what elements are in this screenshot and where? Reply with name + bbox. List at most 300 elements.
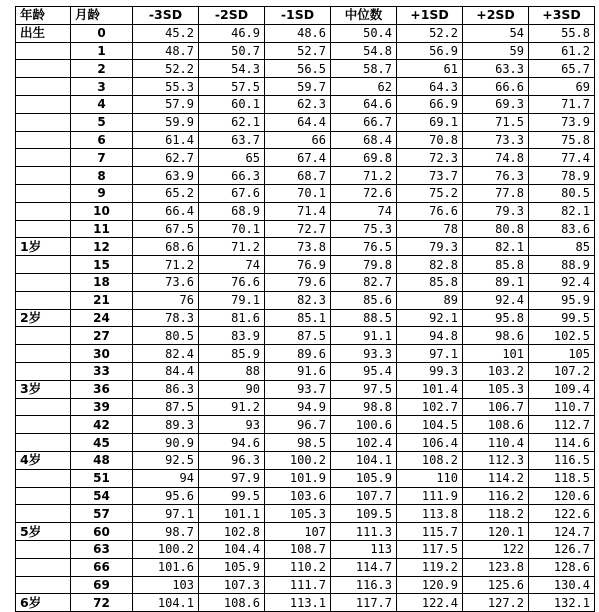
value-cell-plus-1sd: 69.1 — [397, 113, 463, 131]
value-cell-minus-3sd: 55.3 — [133, 78, 199, 96]
month-cell: 15 — [71, 256, 133, 274]
value-cell-minus-1sd: 105.3 — [265, 505, 331, 523]
age-cell — [16, 576, 71, 594]
value-cell-plus-2sd: 98.6 — [463, 327, 529, 345]
age-cell — [16, 42, 71, 60]
value-cell-minus-3sd: 95.6 — [133, 487, 199, 505]
value-cell-minus-1sd: 73.8 — [265, 238, 331, 256]
value-cell-plus-2sd: 80.8 — [463, 220, 529, 238]
value-cell-minus-2sd: 63.7 — [199, 131, 265, 149]
value-cell-minus-1sd: 93.7 — [265, 380, 331, 398]
age-cell — [16, 345, 71, 363]
value-cell-minus-1sd: 110.2 — [265, 558, 331, 576]
value-cell-minus-2sd: 70.1 — [199, 220, 265, 238]
value-cell-median: 88.5 — [331, 309, 397, 327]
value-cell-median: 72.6 — [331, 184, 397, 202]
month-cell: 63 — [71, 540, 133, 558]
value-cell-plus-1sd: 52.2 — [397, 24, 463, 42]
value-cell-median: 64.6 — [331, 95, 397, 113]
value-cell-plus-3sd: 69 — [529, 78, 595, 96]
age-cell — [16, 327, 71, 345]
value-cell-median: 54.8 — [331, 42, 397, 60]
header-row — [16, 7, 595, 25]
value-cell-minus-3sd: 45.2 — [133, 24, 199, 42]
month-cell: 18 — [71, 273, 133, 291]
value-cell-minus-1sd: 48.6 — [265, 24, 331, 42]
age-cell: 1岁 — [16, 238, 71, 256]
month-cell: 2 — [71, 60, 133, 78]
value-cell-minus-3sd: 57.9 — [133, 95, 199, 113]
table-row — [16, 202, 595, 220]
value-cell-plus-3sd: 124.7 — [529, 523, 595, 541]
value-cell-minus-1sd: 85.1 — [265, 309, 331, 327]
value-cell-minus-2sd: 50.7 — [199, 42, 265, 60]
value-cell-minus-2sd: 108.6 — [199, 594, 265, 612]
month-cell: 24 — [71, 309, 133, 327]
value-cell-plus-1sd: 111.9 — [397, 487, 463, 505]
value-cell-minus-3sd: 71.2 — [133, 256, 199, 274]
value-cell-plus-1sd: 85.8 — [397, 273, 463, 291]
value-cell-plus-2sd: 82.1 — [463, 238, 529, 256]
age-cell — [16, 131, 71, 149]
age-cell: 2岁 — [16, 309, 71, 327]
table-row — [16, 60, 595, 78]
header-age: 年龄 — [16, 7, 71, 25]
value-cell-minus-2sd: 107.3 — [199, 576, 265, 594]
value-cell-plus-1sd: 117.5 — [397, 540, 463, 558]
table-row — [16, 558, 595, 576]
value-cell-plus-3sd: 82.1 — [529, 202, 595, 220]
value-cell-minus-3sd: 84.4 — [133, 362, 199, 380]
header-minus-1sd: -1SD — [265, 7, 331, 25]
value-cell-median: 85.6 — [331, 291, 397, 309]
value-cell-median: 50.4 — [331, 24, 397, 42]
value-cell-minus-3sd: 48.7 — [133, 42, 199, 60]
age-cell: 出生 — [16, 24, 71, 42]
table-row — [16, 523, 595, 541]
month-cell: 27 — [71, 327, 133, 345]
value-cell-plus-2sd: 92.4 — [463, 291, 529, 309]
age-cell — [16, 256, 71, 274]
value-cell-minus-1sd: 56.5 — [265, 60, 331, 78]
value-cell-minus-3sd: 67.5 — [133, 220, 199, 238]
value-cell-plus-1sd: 61 — [397, 60, 463, 78]
value-cell-minus-2sd: 102.8 — [199, 523, 265, 541]
value-cell-minus-2sd: 88 — [199, 362, 265, 380]
value-cell-minus-1sd: 98.5 — [265, 434, 331, 452]
age-cell — [16, 291, 71, 309]
value-cell-minus-3sd: 100.2 — [133, 540, 199, 558]
age-cell — [16, 113, 71, 131]
month-cell: 7 — [71, 149, 133, 167]
value-cell-minus-1sd: 52.7 — [265, 42, 331, 60]
value-cell-plus-1sd: 110 — [397, 469, 463, 487]
value-cell-plus-1sd: 82.8 — [397, 256, 463, 274]
table-row — [16, 345, 595, 363]
value-cell-minus-3sd: 80.5 — [133, 327, 199, 345]
value-cell-plus-3sd: 126.7 — [529, 540, 595, 558]
value-cell-minus-1sd: 64.4 — [265, 113, 331, 131]
month-cell: 30 — [71, 345, 133, 363]
age-cell — [16, 416, 71, 434]
table-row — [16, 576, 595, 594]
table-row — [16, 451, 595, 469]
value-cell-plus-1sd: 94.8 — [397, 327, 463, 345]
age-cell — [16, 558, 71, 576]
value-cell-plus-1sd: 66.9 — [397, 95, 463, 113]
table-row — [16, 309, 595, 327]
value-cell-plus-2sd: 122 — [463, 540, 529, 558]
value-cell-plus-2sd: 120.1 — [463, 523, 529, 541]
value-cell-minus-2sd: 91.2 — [199, 398, 265, 416]
value-cell-plus-1sd: 73.7 — [397, 167, 463, 185]
month-cell: 1 — [71, 42, 133, 60]
value-cell-plus-3sd: 77.4 — [529, 149, 595, 167]
value-cell-minus-2sd: 67.6 — [199, 184, 265, 202]
value-cell-median: 111.3 — [331, 523, 397, 541]
value-cell-minus-3sd: 73.6 — [133, 273, 199, 291]
value-cell-minus-2sd: 54.3 — [199, 60, 265, 78]
value-cell-minus-2sd: 65 — [199, 149, 265, 167]
value-cell-minus-1sd: 96.7 — [265, 416, 331, 434]
month-cell: 42 — [71, 416, 133, 434]
age-cell — [16, 149, 71, 167]
value-cell-minus-2sd: 71.2 — [199, 238, 265, 256]
value-cell-plus-2sd: 74.8 — [463, 149, 529, 167]
header-plus-3sd: +3SD — [529, 7, 595, 25]
value-cell-minus-2sd: 81.6 — [199, 309, 265, 327]
value-cell-plus-1sd: 76.6 — [397, 202, 463, 220]
value-cell-plus-1sd: 70.8 — [397, 131, 463, 149]
value-cell-median: 113 — [331, 540, 397, 558]
month-cell: 54 — [71, 487, 133, 505]
value-cell-minus-2sd: 74 — [199, 256, 265, 274]
value-cell-minus-2sd: 57.5 — [199, 78, 265, 96]
value-cell-minus-2sd: 99.5 — [199, 487, 265, 505]
age-cell — [16, 469, 71, 487]
value-cell-minus-1sd: 113.1 — [265, 594, 331, 612]
value-cell-minus-2sd: 66.3 — [199, 167, 265, 185]
value-cell-plus-3sd: 130.4 — [529, 576, 595, 594]
header-plus-2sd: +2SD — [463, 7, 529, 25]
height-for-age-table — [15, 6, 595, 612]
value-cell-median: 74 — [331, 202, 397, 220]
value-cell-plus-1sd: 89 — [397, 291, 463, 309]
value-cell-minus-1sd: 72.7 — [265, 220, 331, 238]
value-cell-plus-3sd: 75.8 — [529, 131, 595, 149]
month-cell: 3 — [71, 78, 133, 96]
value-cell-plus-1sd: 108.2 — [397, 451, 463, 469]
table-row — [16, 238, 595, 256]
value-cell-minus-2sd: 68.9 — [199, 202, 265, 220]
value-cell-plus-1sd: 92.1 — [397, 309, 463, 327]
value-cell-plus-3sd: 114.6 — [529, 434, 595, 452]
value-cell-median: 82.7 — [331, 273, 397, 291]
value-cell-plus-2sd: 125.6 — [463, 576, 529, 594]
value-cell-plus-3sd: 107.2 — [529, 362, 595, 380]
value-cell-plus-2sd: 95.8 — [463, 309, 529, 327]
month-cell: 66 — [71, 558, 133, 576]
age-cell — [16, 434, 71, 452]
value-cell-median: 109.5 — [331, 505, 397, 523]
value-cell-minus-3sd: 90.9 — [133, 434, 199, 452]
value-cell-plus-2sd: 103.2 — [463, 362, 529, 380]
table-row — [16, 149, 595, 167]
table-row — [16, 540, 595, 558]
table-row — [16, 220, 595, 238]
table-row — [16, 362, 595, 380]
value-cell-plus-3sd: 110.7 — [529, 398, 595, 416]
value-cell-plus-1sd: 119.2 — [397, 558, 463, 576]
table-row — [16, 416, 595, 434]
value-cell-plus-3sd: 78.9 — [529, 167, 595, 185]
value-cell-plus-3sd: 65.7 — [529, 60, 595, 78]
header-minus-3sd: -3SD — [133, 7, 199, 25]
age-cell — [16, 362, 71, 380]
value-cell-plus-1sd: 64.3 — [397, 78, 463, 96]
month-cell: 9 — [71, 184, 133, 202]
age-cell — [16, 540, 71, 558]
value-cell-median: 66.7 — [331, 113, 397, 131]
value-cell-plus-3sd: 109.4 — [529, 380, 595, 398]
value-cell-minus-2sd: 96.3 — [199, 451, 265, 469]
value-cell-median: 76.5 — [331, 238, 397, 256]
month-cell: 6 — [71, 131, 133, 149]
value-cell-median: 79.8 — [331, 256, 397, 274]
month-cell: 57 — [71, 505, 133, 523]
value-cell-plus-2sd: 108.6 — [463, 416, 529, 434]
value-cell-plus-3sd: 132.1 — [529, 594, 595, 612]
value-cell-minus-1sd: 107 — [265, 523, 331, 541]
value-cell-minus-1sd: 62.3 — [265, 95, 331, 113]
month-cell: 12 — [71, 238, 133, 256]
value-cell-minus-1sd: 101.9 — [265, 469, 331, 487]
value-cell-minus-1sd: 89.6 — [265, 345, 331, 363]
month-cell: 60 — [71, 523, 133, 541]
value-cell-median: 117.7 — [331, 594, 397, 612]
value-cell-minus-3sd: 101.6 — [133, 558, 199, 576]
value-cell-plus-2sd: 89.1 — [463, 273, 529, 291]
table-row — [16, 469, 595, 487]
value-cell-plus-2sd: 114.2 — [463, 469, 529, 487]
age-cell — [16, 95, 71, 113]
value-cell-minus-2sd: 94.6 — [199, 434, 265, 452]
value-cell-minus-1sd: 59.7 — [265, 78, 331, 96]
value-cell-minus-3sd: 52.2 — [133, 60, 199, 78]
value-cell-plus-3sd: 85 — [529, 238, 595, 256]
value-cell-plus-2sd: 118.2 — [463, 505, 529, 523]
table-row — [16, 95, 595, 113]
value-cell-plus-1sd: 56.9 — [397, 42, 463, 60]
value-cell-minus-2sd: 97.9 — [199, 469, 265, 487]
value-cell-minus-1sd: 100.2 — [265, 451, 331, 469]
age-cell — [16, 202, 71, 220]
value-cell-minus-2sd: 79.1 — [199, 291, 265, 309]
age-cell — [16, 398, 71, 416]
table-row — [16, 505, 595, 523]
value-cell-plus-3sd: 112.7 — [529, 416, 595, 434]
table-row — [16, 78, 595, 96]
value-cell-minus-2sd: 76.6 — [199, 273, 265, 291]
value-cell-plus-2sd: 76.3 — [463, 167, 529, 185]
value-cell-plus-3sd: 116.5 — [529, 451, 595, 469]
table-row — [16, 42, 595, 60]
table-row — [16, 113, 595, 131]
value-cell-median: 107.7 — [331, 487, 397, 505]
value-cell-minus-3sd: 104.1 — [133, 594, 199, 612]
table-row — [16, 24, 595, 42]
value-cell-plus-2sd: 101 — [463, 345, 529, 363]
value-cell-minus-3sd: 65.2 — [133, 184, 199, 202]
value-cell-plus-2sd: 79.3 — [463, 202, 529, 220]
value-cell-plus-1sd: 75.2 — [397, 184, 463, 202]
age-cell: 6岁 — [16, 594, 71, 612]
value-cell-minus-3sd: 59.9 — [133, 113, 199, 131]
month-cell: 45 — [71, 434, 133, 452]
value-cell-plus-1sd: 115.7 — [397, 523, 463, 541]
month-cell: 39 — [71, 398, 133, 416]
value-cell-plus-1sd: 97.1 — [397, 345, 463, 363]
value-cell-plus-1sd: 122.4 — [397, 594, 463, 612]
table-row — [16, 380, 595, 398]
value-cell-plus-2sd: 110.4 — [463, 434, 529, 452]
month-cell: 10 — [71, 202, 133, 220]
value-cell-median: 62 — [331, 78, 397, 96]
value-cell-minus-3sd: 62.7 — [133, 149, 199, 167]
value-cell-plus-1sd: 113.8 — [397, 505, 463, 523]
month-cell: 11 — [71, 220, 133, 238]
value-cell-minus-3sd: 78.3 — [133, 309, 199, 327]
month-cell: 72 — [71, 594, 133, 612]
table-row — [16, 398, 595, 416]
header-plus-1sd: +1SD — [397, 7, 463, 25]
value-cell-median: 116.3 — [331, 576, 397, 594]
value-cell-median: 102.4 — [331, 434, 397, 452]
value-cell-minus-3sd: 63.9 — [133, 167, 199, 185]
value-cell-plus-3sd: 102.5 — [529, 327, 595, 345]
value-cell-median: 58.7 — [331, 60, 397, 78]
value-cell-minus-2sd: 105.9 — [199, 558, 265, 576]
value-cell-plus-3sd: 128.6 — [529, 558, 595, 576]
value-cell-plus-3sd: 55.8 — [529, 24, 595, 42]
value-cell-minus-1sd: 68.7 — [265, 167, 331, 185]
value-cell-minus-1sd: 94.9 — [265, 398, 331, 416]
value-cell-plus-2sd: 73.3 — [463, 131, 529, 149]
value-cell-plus-2sd: 77.8 — [463, 184, 529, 202]
value-cell-plus-1sd: 78 — [397, 220, 463, 238]
month-cell: 36 — [71, 380, 133, 398]
value-cell-minus-1sd: 111.7 — [265, 576, 331, 594]
value-cell-plus-3sd: 88.9 — [529, 256, 595, 274]
month-cell: 69 — [71, 576, 133, 594]
age-cell — [16, 184, 71, 202]
table-row — [16, 131, 595, 149]
age-cell: 5岁 — [16, 523, 71, 541]
value-cell-plus-2sd: 59 — [463, 42, 529, 60]
value-cell-plus-3sd: 73.9 — [529, 113, 595, 131]
table-row — [16, 327, 595, 345]
value-cell-minus-2sd: 104.4 — [199, 540, 265, 558]
value-cell-minus-1sd: 71.4 — [265, 202, 331, 220]
value-cell-plus-3sd: 95.9 — [529, 291, 595, 309]
value-cell-minus-2sd: 46.9 — [199, 24, 265, 42]
value-cell-minus-1sd: 87.5 — [265, 327, 331, 345]
table-row — [16, 291, 595, 309]
value-cell-minus-3sd: 76 — [133, 291, 199, 309]
table-row — [16, 184, 595, 202]
value-cell-minus-2sd: 83.9 — [199, 327, 265, 345]
age-cell — [16, 78, 71, 96]
header-median: 中位数 — [331, 7, 397, 25]
month-cell: 4 — [71, 95, 133, 113]
month-cell: 33 — [71, 362, 133, 380]
value-cell-median: 91.1 — [331, 327, 397, 345]
value-cell-plus-2sd: 105.3 — [463, 380, 529, 398]
age-cell — [16, 220, 71, 238]
header-minus-2sd: -2SD — [199, 7, 265, 25]
value-cell-plus-2sd: 54 — [463, 24, 529, 42]
value-cell-median: 71.2 — [331, 167, 397, 185]
table-row — [16, 273, 595, 291]
age-cell: 3岁 — [16, 380, 71, 398]
value-cell-minus-2sd: 90 — [199, 380, 265, 398]
value-cell-minus-1sd: 103.6 — [265, 487, 331, 505]
value-cell-minus-3sd: 61.4 — [133, 131, 199, 149]
value-cell-minus-3sd: 66.4 — [133, 202, 199, 220]
value-cell-minus-2sd: 93 — [199, 416, 265, 434]
month-cell: 21 — [71, 291, 133, 309]
value-cell-plus-3sd: 71.7 — [529, 95, 595, 113]
value-cell-median: 97.5 — [331, 380, 397, 398]
value-cell-minus-1sd: 79.6 — [265, 273, 331, 291]
value-cell-median: 104.1 — [331, 451, 397, 469]
header-month: 月龄 — [71, 7, 133, 25]
value-cell-plus-1sd: 99.3 — [397, 362, 463, 380]
value-cell-plus-2sd: 123.8 — [463, 558, 529, 576]
value-cell-minus-3sd: 68.6 — [133, 238, 199, 256]
value-cell-median: 105.9 — [331, 469, 397, 487]
month-cell: 5 — [71, 113, 133, 131]
value-cell-minus-3sd: 87.5 — [133, 398, 199, 416]
value-cell-plus-3sd: 120.6 — [529, 487, 595, 505]
value-cell-median: 100.6 — [331, 416, 397, 434]
value-cell-plus-1sd: 104.5 — [397, 416, 463, 434]
value-cell-minus-3sd: 86.3 — [133, 380, 199, 398]
value-cell-minus-3sd: 97.1 — [133, 505, 199, 523]
table-body — [16, 24, 595, 611]
value-cell-plus-3sd: 122.6 — [529, 505, 595, 523]
table-row — [16, 487, 595, 505]
value-cell-minus-3sd: 89.3 — [133, 416, 199, 434]
value-cell-minus-2sd: 60.1 — [199, 95, 265, 113]
value-cell-median: 95.4 — [331, 362, 397, 380]
value-cell-median: 98.8 — [331, 398, 397, 416]
age-cell — [16, 505, 71, 523]
value-cell-minus-1sd: 67.4 — [265, 149, 331, 167]
value-cell-median: 75.3 — [331, 220, 397, 238]
value-cell-plus-2sd: 116.2 — [463, 487, 529, 505]
value-cell-minus-1sd: 70.1 — [265, 184, 331, 202]
value-cell-minus-1sd: 76.9 — [265, 256, 331, 274]
value-cell-minus-1sd: 66 — [265, 131, 331, 149]
age-cell — [16, 167, 71, 185]
value-cell-plus-1sd: 101.4 — [397, 380, 463, 398]
value-cell-minus-3sd: 92.5 — [133, 451, 199, 469]
month-cell: 8 — [71, 167, 133, 185]
value-cell-plus-1sd: 102.7 — [397, 398, 463, 416]
value-cell-plus-2sd: 63.3 — [463, 60, 529, 78]
table-row — [16, 594, 595, 612]
